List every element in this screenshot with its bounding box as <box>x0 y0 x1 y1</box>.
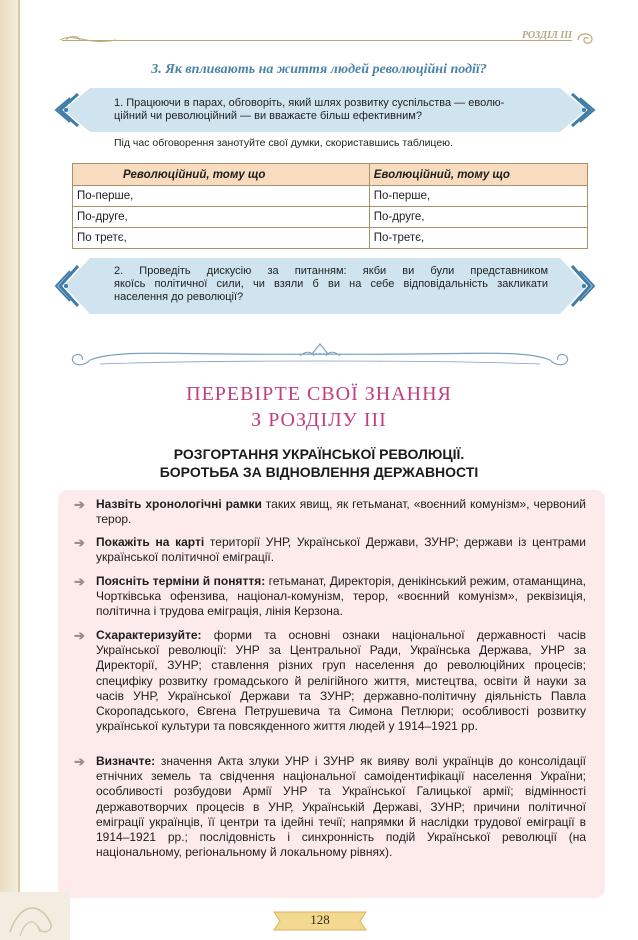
task-2-line-2: якоїсь політичної сили, чи взяли б ви на себе відповідальність закликати <box>114 278 548 290</box>
task-2-text <box>114 265 548 304</box>
chevron-right-decoration-icon <box>560 88 600 132</box>
review-item <box>74 497 586 527</box>
review-item <box>74 628 586 734</box>
table-cell[interactable]: По-перше, <box>73 186 370 207</box>
review-item-text <box>96 628 586 734</box>
arrow-right-icon: ➔ <box>74 628 85 643</box>
review-item-lead: Поясніть терміни й поняття: <box>96 574 266 588</box>
question-title: 3. Як впливають на життя людей революційні події? <box>151 62 487 77</box>
section-tag: РОЗДІЛ ІІІ <box>521 30 572 41</box>
chevron-left-decoration-icon <box>50 88 90 132</box>
table-header-evolutionary: Еволюційний, тому що <box>369 164 587 186</box>
header-rule <box>62 40 572 41</box>
table-cell[interactable]: По-друге, <box>369 207 587 228</box>
task-2-line-1: 2. Проведіть дискусію за питанням: якби ви були представником <box>114 265 548 277</box>
review-item-text <box>96 497 586 527</box>
arrow-right-icon: ➔ <box>74 754 85 769</box>
review-item-text <box>96 574 586 620</box>
table-row <box>73 186 588 207</box>
ornamental-divider <box>60 340 580 374</box>
table-cell[interactable]: По-друге, <box>73 207 370 228</box>
review-item-lead: Визначте: <box>96 754 156 768</box>
task-1-line-2: ційний чи революційний — ви вважаєте більш ефективним? <box>114 110 422 122</box>
check-subtitle-line-2: БОРОТЬБА ЗА ВІДНОВЛЕННЯ ДЕРЖАВНОСТІ <box>159 464 479 480</box>
review-item <box>74 574 586 620</box>
review-item <box>74 535 586 565</box>
arrow-right-icon: ➔ <box>74 497 85 512</box>
review-item-lead: Назвіть хронологічні рамки <box>96 497 262 511</box>
table-header-row <box>73 164 588 186</box>
check-title-line-2: З РОЗДІЛУ ІІІ <box>251 409 387 431</box>
chevron-left-decoration-icon <box>50 258 90 314</box>
check-subtitle-line-1: РОЗГОРТАННЯ УКРАЇНСЬКОЇ РЕВОЛЮЦІЇ. <box>173 446 465 462</box>
table-row <box>73 207 588 228</box>
table-cell[interactable]: По-третє, <box>369 228 587 249</box>
table-header-revolutionary: Революційний, тому що <box>73 164 370 186</box>
task-2-line-3: населення до революції? <box>114 291 244 303</box>
arrow-right-icon: ➔ <box>74 535 85 550</box>
task-box-2 <box>50 258 600 314</box>
review-item-lead: Схарактеризуйте: <box>96 628 202 642</box>
comparison-table <box>72 163 588 249</box>
corner-ornament-icon <box>0 892 70 940</box>
review-item-body: форми та основні ознаки національної державності часів Української революції: УНР за Центральної Ради, Українська Держава, УНР за Директорії, ЗУНР; ставлення різних груп населення до революційних процесів; специфіку розвитку громадського й релігійного життя, мистецтва, освіти й науки за часів УНР, Української Держави та ЗУНР; державно-політичну діяльність Павла Скоропадського, Євгена Петрушевича та Симона Петлюри; особливості розвитку української культури та повсякденного життя людей у 1914–1921 рр. <box>96 628 586 734</box>
review-item-text <box>96 754 586 860</box>
table-row <box>73 228 588 249</box>
arrow-right-icon: ➔ <box>74 574 85 589</box>
page-number: 128 <box>310 912 330 927</box>
task-1-line-1: 1. Працюючи в парах, обговоріть, який шлях розвитку суспільства — еволю- <box>114 97 505 109</box>
check-title-line-1: ПЕРЕВІРТЕ СВОЇ ЗНАННЯ <box>186 383 452 405</box>
review-item-lead: Покажіть на карті <box>96 535 205 549</box>
task-box-1 <box>50 88 600 132</box>
header-swirl-icon <box>574 28 596 50</box>
task-1-text <box>114 97 548 123</box>
review-item-text <box>96 535 586 565</box>
table-cell[interactable]: По-перше, <box>369 186 587 207</box>
review-item-body: гетьманат, Директорія, денікінський режим, отаманщина, Чортківська офензива, націонал-комунізм, терор, «воєнний комунізм», реквізиція, політична і трудова еміграція, лінія Керзона. <box>96 574 586 619</box>
chevron-right-decoration-icon <box>560 258 600 314</box>
table-instruction: Під час обговорення занотуйте свої думки, скориставшись таблицею. <box>114 137 453 149</box>
table-cell[interactable]: По третє, <box>73 228 370 249</box>
review-item-body: таких явищ, як гетьманат, «воєнний комунізм», червоний терор. <box>96 497 586 527</box>
review-item <box>74 754 586 860</box>
review-item-body: території УНР, Української Держави, ЗУНР; держави із центрами української політичної еміграції. <box>96 535 586 565</box>
review-item-body: значення Акта злуки УНР і ЗУНР як вияву волі українців до консолідації етнічних земель та свідчення національної самоідентифікації населення України; особливості розбудови Армії УНР та Української Галицької армії; відмінності державотворчих процесів в УНР, Українській Державі, ЗУНР; причини політичної еміграції українців, її центри та ідейні течії; напрямки й наслідки трудової еміграції в 1914–1921 рр.; послідовність і синхронність подій Української революції (на національному, регіональному й локальному рівнях). <box>96 754 586 860</box>
